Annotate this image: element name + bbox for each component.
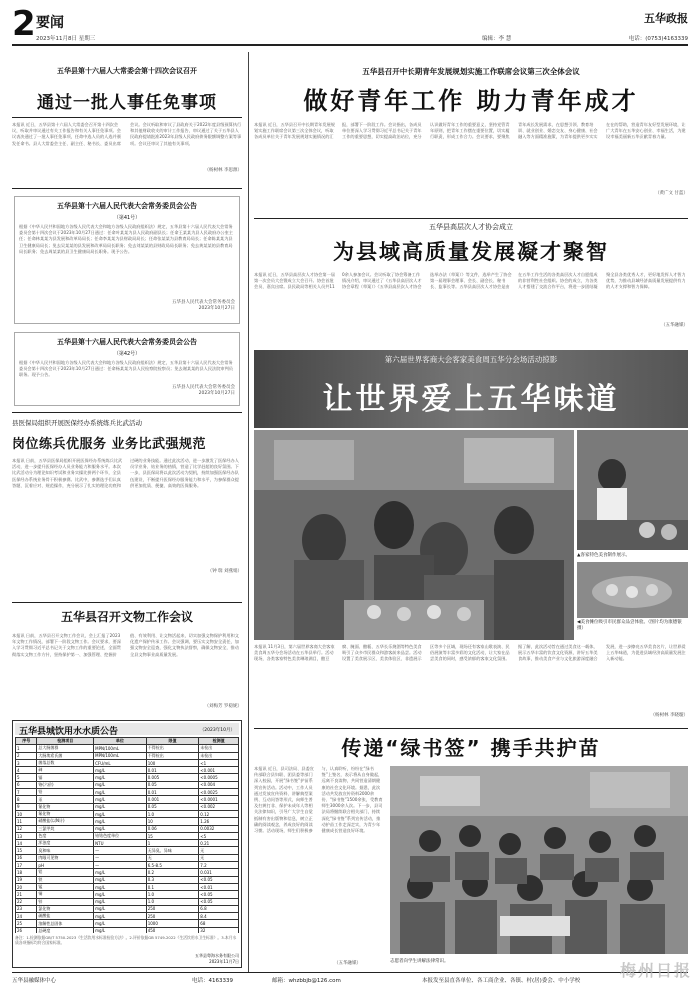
table-cell: 铬(六价) [37, 781, 94, 788]
water-quality-table [15, 737, 239, 933]
table-row [16, 854, 239, 861]
water-table-date: 2023年11月7日 [209, 959, 239, 964]
table-cell: 8.4 [199, 913, 239, 920]
notice-42-title: 五华县第十六届人民代表大会常务委员会公告 [57, 338, 197, 346]
table-cell: 14 [16, 840, 37, 847]
table-cell: 无异臭、异味 [146, 847, 199, 854]
food-photo-side-1 [577, 430, 688, 550]
table-row [16, 818, 239, 825]
article-2-kicker: 县医保局组织开展医保经办系统练兵比武活动 [12, 419, 142, 427]
notice-42 [14, 332, 240, 406]
table-cell: 无 [146, 854, 199, 861]
footer-left: 五华县融媒体中心 [12, 978, 57, 984]
article-4-body: 本报讯 近日，五华县召开中长期青年发展规划实施工作联席会议第三次全体会议，听取各成员单位关于青年发展规划实施情况的汇报，部署下一阶段工作。会议指出，各成员单位要深入学习贯彻习近平总书记关于青年工作的重要思想，切实提高政治站位，充分认识做好青年工作的重要意义，坚持党管青年原则，把青年工作摆在重要位置，切实履行职责，形成工作合力。会议要求，要聚焦青年成长发展需求，在思想引领、教育培训、就业创业、婚恋交友、身心健康、社会融入等方面精准施策，为青年提供更多实实在在的帮助，营造青年友好型发展环境，让广大青年在五华安心创业、幸福生活，为建设幸福美丽新五华贡献青春力量。 [254, 122, 686, 140]
table-cell: 250 [146, 905, 199, 912]
table-cell: 臭和味 [37, 847, 94, 854]
table-row [16, 803, 239, 810]
article-7-byline: （五华融媒） [334, 961, 361, 966]
table-cell: 未检出 [199, 752, 239, 759]
table-cell: 0.06 [146, 825, 199, 832]
water-table-notes: 备注：1.检测依据GB/T 5750-2023《生活饮用水标准检验方法》。2.评价依据GB 5749-2022《生活饮用水卫生标准》。3.本月水质各项指标均符合国家标准。 [15, 935, 237, 945]
table-cell: 450 [146, 927, 199, 933]
food-photo-side-2 [577, 562, 688, 618]
table-cell: 11 [16, 818, 37, 825]
article-6 [254, 644, 688, 718]
footer [12, 976, 688, 988]
table-cell: 21 [16, 891, 37, 898]
notice-41-number: （第41号） [113, 215, 141, 221]
table-cell: mg/L [94, 905, 147, 912]
paper-name: 五华政报 [644, 12, 688, 25]
table-cell: mg/L [94, 796, 147, 803]
table-cell: <0.0025 [199, 789, 239, 796]
table-cell: 24 [16, 913, 37, 920]
table-cell: 1 [146, 840, 199, 847]
date-line: 2023年11月8日 星期三 [36, 36, 96, 42]
article-3-byline: （刘梅芳 罗稳妮） [204, 704, 242, 709]
table-cell: mg/L [94, 927, 147, 933]
table-cell: 铝 [37, 869, 94, 876]
table-cell: <0.05 [199, 891, 239, 898]
notice-42-date: 2023年10月27日 [198, 391, 235, 396]
table-cell: 7 [16, 789, 37, 796]
food-photo-main [254, 430, 574, 640]
article-1-kicker: 五华县第十六届人大常委会第十四次会议召开 [57, 67, 197, 75]
masthead-rule [12, 44, 688, 46]
table-cell: 0.05 [146, 781, 199, 788]
table-cell: <0.0001 [199, 796, 239, 803]
article-5-body: 本报讯 近日，五华县高层次人才协会第一届第一次会员大会暨成立大会召开。协会首批会员、嘉宾出席。县民政局等相关人员共110余人参加会议。会议听取了协会筹备工作情况介绍，审议通过了《五华县高层次人才协会章程（草案）》《五华县高层次人才协会选举办法（草案）》等文件，选举产生了协会第一届理事会理事、会长、副会长、秘书长、监事长等。五华县高层次人才协会是由在五华工作生活的各类高层次人才自愿组成的非营利性社会组织。协会的成立，为各类人才搭建了交流合作平台，将进一步团结凝聚全县各类优秀人才，更好地发挥人才智力优势，为推动县域经济高质量发展提供有力的人才支撑和智力保障。 [254, 272, 686, 290]
article-3 [12, 608, 242, 709]
table-cell: 7.2 [199, 862, 239, 869]
table-row [16, 767, 239, 774]
water-table-header: 限值 [146, 738, 199, 745]
table-cell: — [94, 862, 147, 869]
table-cell: mg/L [94, 920, 147, 927]
article-4 [254, 66, 688, 196]
table-cell: 6.8 [199, 905, 239, 912]
table-row [16, 913, 239, 920]
table-cell: 5 [16, 774, 37, 781]
table-cell: 0.21 [199, 840, 239, 847]
table-row [16, 810, 239, 817]
table-cell: <0.05 [199, 876, 239, 883]
table-cell: 6 [16, 781, 37, 788]
banner-headline: 让世界爱上五华味道 [322, 382, 620, 417]
table-cell: 2 [16, 752, 37, 759]
table-cell: 0.2 [146, 869, 199, 876]
table-cell: 0.1 [146, 883, 199, 890]
table-cell: 100 [146, 759, 199, 766]
water-table-header: 单位 [94, 738, 147, 745]
table-cell: 4 [16, 767, 37, 774]
table-cell: mg/L [94, 869, 147, 876]
article-6-body: 本报讯 11月3日，第六届世界客商大会客家美食周五华分会场活动在五华县举行。活动现场，各类客家特色美食琳琅满目，酿豆腐、腌面、酿粄、五华长乐烧酒等特色美食吸引了众多市民群众和游客前来品尝。活动设置了美食展示区、美食体验区、非遗展示区等多个区域，现场还有客家山歌表演、民俗展演等丰富多彩的文化活动，让大家在品尝美食的同时，感受浓郁的客家文化氛围。据了解，此次活动旨在通过美食这一载体，展示五华丰富的饮食文化资源，讲好五华美食故事，推动美食产业与文化旅游深度融合发展，进一步擦亮五华美食名片，让世界爱上五华味道，为促进县域经济高质量发展注入新动能。 [254, 644, 686, 662]
table-cell: 溶解性总固体 [37, 920, 94, 927]
table-cell: 20 [16, 883, 37, 890]
section-title: 要闻 [36, 15, 64, 31]
article-5-byline: （五华融媒） [661, 323, 688, 328]
table-cell: <0.0005 [199, 774, 239, 781]
table-cell: 镉 [37, 774, 94, 781]
table-cell: 15 [16, 847, 37, 854]
table-cell: 0.05 [146, 803, 199, 810]
water-table-header: 检测项目 [37, 738, 94, 745]
table-cell: 8 [16, 796, 37, 803]
table-cell: 23 [16, 905, 37, 912]
caption-2: ◀美食摊位吸引市民群众品尝体验。（图片均为康德银摄） [577, 620, 682, 631]
water-table-period: （2023年10月） [199, 728, 235, 733]
table-row [16, 832, 239, 839]
table-row [16, 891, 239, 898]
table-cell: 22 [16, 898, 37, 905]
food-week-banner [254, 350, 688, 428]
table-cell: mg/L [94, 781, 147, 788]
table-row [16, 752, 239, 759]
footer-phone: 电话：4163339 [192, 978, 233, 984]
table-row [16, 759, 239, 766]
water-table-header: 序号 [16, 738, 37, 745]
table-cell: 18 [16, 869, 37, 876]
article-2-headline: 岗位练兵优服务 业务比武强规范 [12, 437, 207, 452]
table-cell: 肉眼可见物 [37, 854, 94, 861]
table-cell: 13 [16, 832, 37, 839]
table-cell: <0.002 [199, 803, 239, 810]
article-6-byline: （杨树林 李晓璇） [650, 713, 688, 718]
table-cell: <0.001 [199, 767, 239, 774]
table-cell: 铂钴色度单位 [94, 832, 147, 839]
table-cell: 大肠埃希氏菌 [37, 752, 94, 759]
editor-line: 编辑：李 慧 [482, 36, 512, 42]
table-cell: 无 [199, 854, 239, 861]
notice-42-number: （第42号） [113, 351, 141, 357]
table-cell: <0.004 [199, 781, 239, 788]
article-4-headline: 做好青年工作 助力青年成才 [303, 87, 639, 115]
table-cell: 0.01 [146, 789, 199, 796]
table-cell: 汞 [37, 796, 94, 803]
table-cell: 68 [199, 920, 239, 927]
notice-42-signature: 五华县人民代表大会常务委员会 [172, 385, 235, 390]
table-cell: mg/L [94, 883, 147, 890]
table-cell: 1.26 [199, 818, 239, 825]
table-cell: 铁 [37, 876, 94, 883]
table-cell: mg/L [94, 825, 147, 832]
notice-41 [14, 196, 240, 324]
table-row [16, 840, 239, 847]
water-table-publisher: 五华县粤海水务有限公司 [195, 953, 239, 958]
table-cell: mg/L [94, 767, 147, 774]
article-1-headline: 通过一批人事任免事项 [37, 93, 217, 113]
table-cell: 0.001 [146, 796, 199, 803]
water-table-title: 五华县城饮用水水质公告 [19, 727, 119, 737]
table-cell: 锌 [37, 898, 94, 905]
table-row [16, 898, 239, 905]
table-cell: mg/L [94, 891, 147, 898]
table-cell: 氟化物 [37, 810, 94, 817]
table-cell: mg/L [94, 913, 147, 920]
table-row [16, 876, 239, 883]
table-cell: <5 [199, 832, 239, 839]
article-2 [12, 418, 242, 574]
phone-line: 电话：(0753)4163339 [628, 36, 688, 42]
table-row [16, 869, 239, 876]
table-cell: 1000 [146, 920, 199, 927]
table-cell: 色度 [37, 832, 94, 839]
table-cell: 不得检出 [146, 745, 199, 752]
table-cell: 铅 [37, 789, 94, 796]
notice-41-date: 2023年10月27日 [198, 306, 235, 311]
table-cell: mg/L [94, 774, 147, 781]
green-bookmark-caption: 志愿者向学生讲解法律常识。 [390, 959, 449, 964]
notice-41-title: 五华县第十六届人民代表大会常务委员会公告 [57, 202, 197, 210]
caption-1: ▲客家特色美食制作展示。 [577, 553, 630, 558]
article-1 [12, 66, 242, 173]
article-2-body: 本报讯 日前，五华县医保局组织开展医保经办系统练兵比武活动，进一步提升医保经办人员业务能力和服务水平。本次比武活动分为理论知识考试和业务实操比拼两个环节，全县医保经办系统业务骨干积极参赛。比武中，参赛选手们认真答题、沉着应对、规范操作，充分展示了扎实的理论功底和过硬的业务技能。通过此次活动，进一步激发了医保经办人员学业务、钻业务的热情，营造了比学赶超的良好氛围。下一步，县医保局将以此次活动为契机，持续加强医保经办队伍建设，不断提升医保经办服务能力和水平，为参保群众提供更加优质、便捷、高效的医保服务。 [12, 458, 239, 488]
table-row [16, 781, 239, 788]
table-cell: mg/L [94, 810, 147, 817]
table-cell: 浑浊度 [37, 840, 94, 847]
water-quality-box [12, 720, 242, 968]
table-cell: 1.0 [146, 891, 199, 898]
article-3-body: 本报讯 日前，五华县召开文物工作会议，会上汇报了2023年文物工作情况，部署下一阶段文物工作。会议要求，要深入学习贯彻习近平总书记关于文物工作的重要论述，全面贯彻落实文物工作方针，坚持保护第一、加强管理、挖掘价值、有效利用、让文物活起来，切实加强文物保护利用和文化遗产保护传承工作。会议强调，要压实文物安全责任，加强文物安全巡查，强化文物执法督察，确保文物安全，推动全县文物事业高质量发展。 [12, 633, 239, 657]
table-cell: mg/L [94, 803, 147, 810]
table-row [16, 796, 239, 803]
article-5 [254, 222, 688, 328]
table-cell: 19 [16, 876, 37, 883]
table-row [16, 862, 239, 869]
table-cell: 未检出 [199, 745, 239, 752]
table-cell: MPN/100mL [94, 752, 147, 759]
table-cell: 总硬度 [37, 927, 94, 933]
article-4-kicker: 五华县召开中长期青年发展规划实施工作联席会议第三次全体会议 [362, 67, 580, 76]
table-row [16, 927, 239, 933]
table-cell: 锰 [37, 883, 94, 890]
banner-label: 第六届世界客商大会客家美食周五华分会场活动掠影 [384, 355, 558, 364]
green-bookmark-photo [390, 766, 688, 954]
table-cell: NTU [94, 840, 147, 847]
watermark: 梅州日报 [619, 961, 692, 980]
table-row [16, 883, 239, 890]
table-cell: CFU/mL [94, 759, 147, 766]
table-cell: pH [37, 862, 94, 869]
article-7-headline: 传递“绿书签” 携手共护苗 [341, 736, 601, 760]
notice-42-body: 根据《中华人民共和国地方各级人民代表大会和地方各级人民政府组织法》规定，五华县第十六届人民代表大会常务委员会第十四次会议于2023年10月27日通过：任命杨某某为县人民检察院检察员；免去谢某某的县人民法院审判员职务。现予公告。 [19, 360, 233, 378]
table-cell: 总大肠菌群 [37, 745, 94, 752]
table-cell: <1 [199, 759, 239, 766]
table-cell: 铜 [37, 891, 94, 898]
table-cell: 250 [146, 913, 199, 920]
table-cell: MPN/100mL [94, 745, 147, 752]
table-cell: 无 [199, 847, 239, 854]
table-cell: 氯化物 [37, 905, 94, 912]
article-5-headline: 为县域高质量发展凝才聚智 [333, 240, 609, 264]
table-cell: 菌落总数 [37, 759, 94, 766]
table-cell: 16 [16, 854, 37, 861]
table-cell: <0.05 [199, 898, 239, 905]
table-cell: 硫酸盐 [37, 913, 94, 920]
table-cell: 10 [146, 818, 199, 825]
table-cell: 0.031 [199, 869, 239, 876]
table-cell: 17 [16, 862, 37, 869]
table-cell: 32 [199, 927, 239, 933]
table-cell: 0.12 [199, 810, 239, 817]
table-cell: 1.0 [146, 898, 199, 905]
table-cell: 15 [146, 832, 199, 839]
table-cell: 0.01 [146, 767, 199, 774]
article-3-headline: 五华县召开文物工作会议 [60, 610, 193, 624]
footer-rule [12, 972, 688, 973]
masthead [12, 4, 688, 56]
table-cell: mg/L [94, 818, 147, 825]
table-cell: 硝酸盐(以N计) [37, 818, 94, 825]
article-4-byline: （黄广文 甘蓝） [655, 191, 688, 196]
table-row [16, 789, 239, 796]
table-cell: <0.01 [199, 883, 239, 890]
article-5-kicker: 五华县高层次人才协会成立 [429, 223, 513, 231]
table-row [16, 847, 239, 854]
table-cell: 1.0 [146, 810, 199, 817]
table-row [16, 774, 239, 781]
article-2-byline: （钟 瑞 刘燕娟） [207, 569, 242, 574]
table-cell: 26 [16, 927, 37, 933]
column-divider [248, 52, 249, 972]
footer-email: 邮箱：whzbbjb@126.com [272, 978, 341, 984]
table-cell: 25 [16, 920, 37, 927]
table-cell: mg/L [94, 876, 147, 883]
table-cell: — [94, 847, 147, 854]
table-row [16, 920, 239, 927]
table-cell: 10 [16, 810, 37, 817]
article-7-body: 本报讯 近日，县司法局、县委宣传部联合县妇联、团县委等部门深入校园，开展“绿书签”护苗系列宣传活动。活动中，工作人员通过发放宣传资料、讲解典型案例、互动问答等形式，向师生普及扫黄打非、保护未成年人等相关法律知识，引导广大学生自觉抵制有害出版物和信息，树立正确的阅读观念，养成良好的阅读习惯。活动现场，师生们积极参与，认真聆听，纷纷在“绿书签”上签名，表示将从自身做起，远离不良读物，共同营造清朗健康的社会文化环境。据悉，此次活动共发放宣传资料2000余份、“绿书签”1500余张，受教育师生3000余人次。下一步，县司法局将继续联合相关部门，持续深化“绿书签”系列宣传活动，推动护苗工作走深走实，为青少年健康成长营造良好环境。 [254, 766, 383, 834]
table-cell: 砷 [37, 767, 94, 774]
article-1-byline: （杨树林 李思源） [204, 168, 242, 173]
water-table-title-bar [15, 723, 239, 735]
page-number: 2 [12, 4, 36, 44]
table-cell: 1 [16, 745, 37, 752]
table-cell: mg/L [94, 789, 147, 796]
table-cell: 三氯甲烷 [37, 825, 94, 832]
water-table-header: 检测值 [199, 738, 239, 745]
notice-41-body: 根据《中华人民共和国地方各级人民代表大会和地方各级人民政府组织法》规定，五华县第十六届人民代表大会常务委员会第十四次会议于2023年10月27日通过：任命叶某某为县人民政府副县长；任命王某某为县人民政府办公室主任；任命林某某为县发展和改革局局长；任命李某某为县财政局局长；任命张某某为县教育局局长；任命陈某某为县卫生健康局局长；免去吴某某的县发展和改革局局长职务；免去刘某某的县财政局局长职务；免去黄某某的县教育局局长职务；免去周某某的县卫生健康局局长职务。现予公告。 [19, 224, 233, 254]
table-cell: 氰化物 [37, 803, 94, 810]
table-cell: 0.0032 [199, 825, 239, 832]
table-cell: 9 [16, 803, 37, 810]
notice-41-signature: 五华县人民代表大会常务委员会 [172, 300, 235, 305]
table-cell: — [94, 854, 147, 861]
table-row [16, 905, 239, 912]
table-cell: mg/L [94, 898, 147, 905]
table-cell: 0.005 [146, 774, 199, 781]
article-7 [254, 732, 688, 972]
footer-right: 本报发至县直各单位、各工商企业、各镇、村(居)委会、中小学校 [422, 978, 581, 984]
table-row [16, 825, 239, 832]
table-cell: 3 [16, 759, 37, 766]
table-cell: 不得检出 [146, 752, 199, 759]
article-1-body: 本报讯 近日，五华县第十六届人大常委会召开第十四次会议，听取并审议通过有关工作报告和有关人事任免事项。会议表决通过了一批人事任免事项，任命中选人员的人选并颁发任命书。县人大常委会主任、副主任、秘书长、委员出席会议。会议听取和审议了县政府关于2022年度县级预算执行和其他财政收支的审计工作报告，审议通过了关于五华县人民政府提请批准2023年县级人民政府债务限额调整方案等事项。会议还审议了其他有关事项。 [12, 122, 242, 146]
table-cell: 12 [16, 825, 37, 832]
table-cell: 0.3 [146, 876, 199, 883]
table-row [16, 745, 239, 752]
table-cell: 6.5-8.5 [146, 862, 199, 869]
